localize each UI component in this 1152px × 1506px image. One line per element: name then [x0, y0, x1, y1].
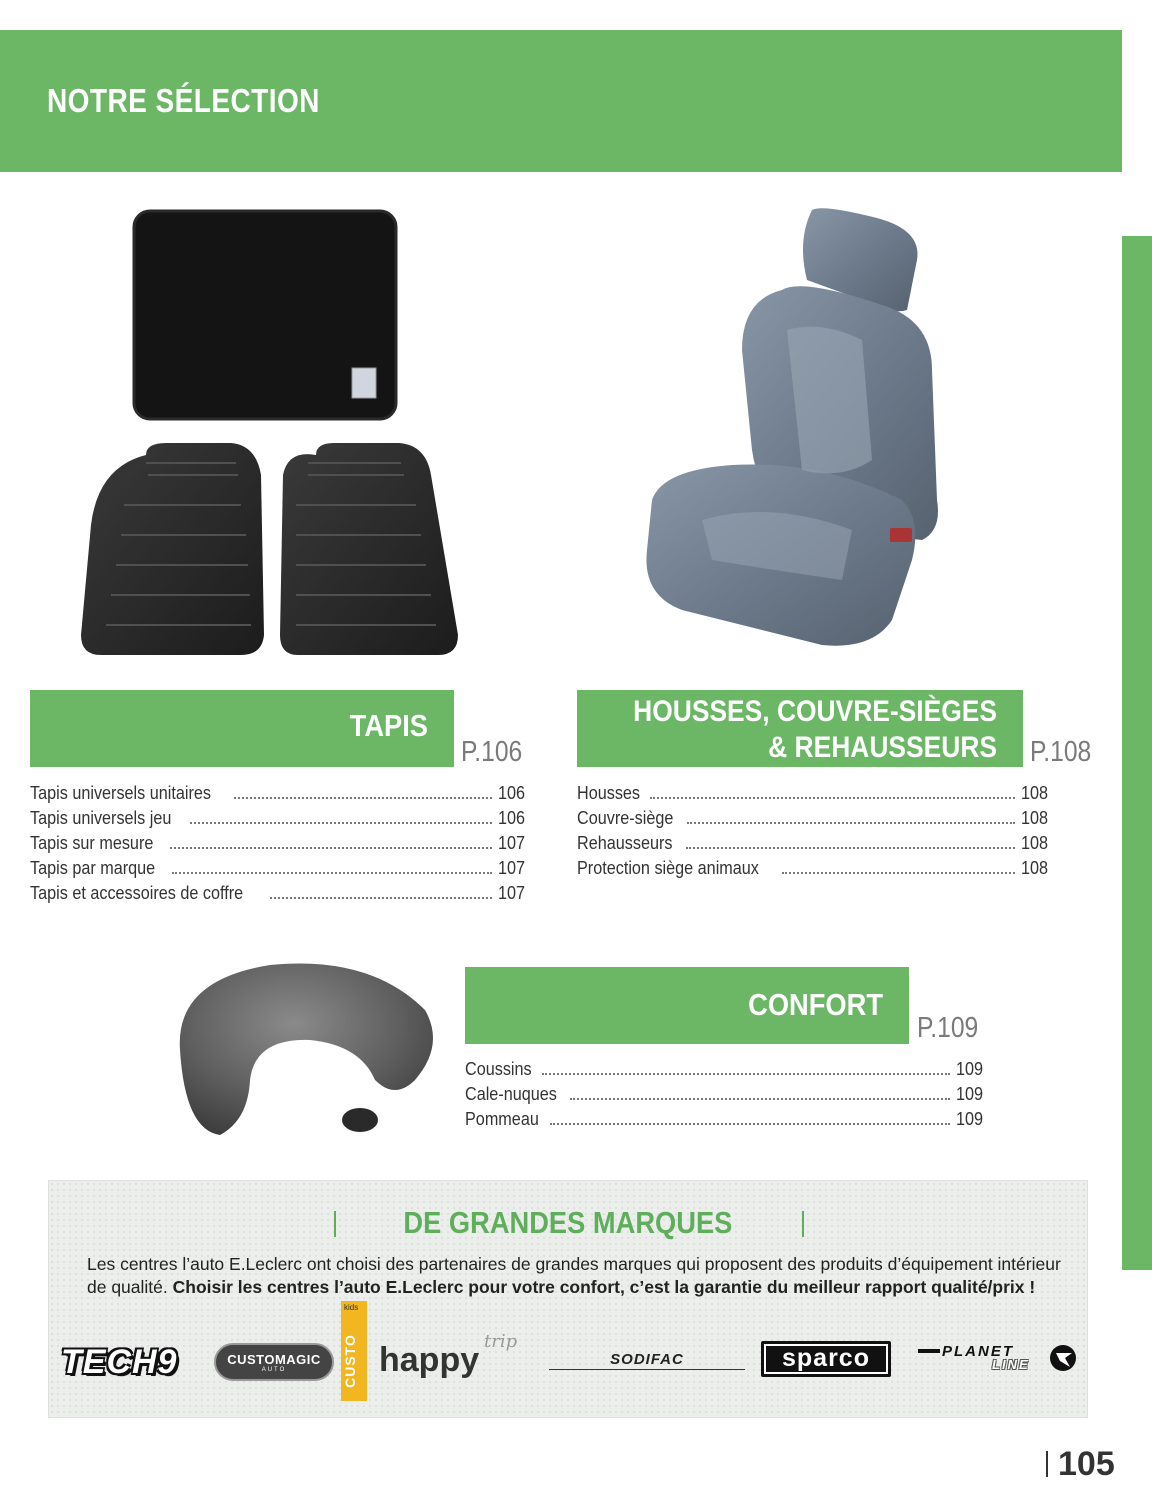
- custo-kids-logo: kids CUSTO: [341, 1301, 367, 1401]
- happy-trip-logo: happy trip: [379, 1331, 518, 1379]
- page-number: 105: [1046, 1445, 1115, 1484]
- customagic-logo: CUSTOMAGIC AUTO: [214, 1343, 334, 1381]
- page-title: NOTRE SÉLECTION: [47, 82, 320, 119]
- sparco-logo: sparco: [761, 1341, 891, 1377]
- confort-banner: [465, 967, 909, 1044]
- housses-title-line2: & REHAUSSEURS: [768, 731, 997, 764]
- heading-bar-right: [802, 1211, 804, 1237]
- seat-cover-image: [622, 200, 952, 655]
- top-banner: [0, 30, 1122, 172]
- confort-toc: [465, 1059, 983, 1134]
- brand-logos: [59, 1303, 1079, 1401]
- neck-pillow-image: [160, 950, 440, 1145]
- list-item[interactable]: Tapis et accessoires de coffre 107: [30, 883, 525, 903]
- brands-heading: [49, 1205, 1087, 1241]
- brands-description: Les centres l’auto E.Leclerc ont choisi des partenaires de grandes marques qui proposent des produits d’équipement intérieur de qualité. Choisir les centres l’auto E.Leclerc pour votre confort, c’est la garantie du meilleur rapport qualité/prix !: [87, 1254, 1061, 1297]
- housses-banner: [577, 690, 1023, 767]
- tapis-banner: [30, 690, 454, 767]
- brands-box: [48, 1180, 1088, 1418]
- confort-page-ref: P.109: [917, 1012, 979, 1044]
- list-item[interactable]: Protection siège animaux 108: [577, 858, 1048, 878]
- floor-mats-image: [76, 205, 466, 665]
- housses-title-line1: HOUSSES, COUVRE-SIÈGES: [633, 695, 997, 728]
- list-item[interactable]: Tapis sur mesure 107: [30, 833, 525, 853]
- planet-line-logo: PLANET LINE: [914, 1343, 1084, 1377]
- list-item[interactable]: Coussins 109: [465, 1059, 983, 1079]
- tapis-page-ref: P.106: [461, 736, 523, 768]
- list-item[interactable]: Rehausseurs 108: [577, 833, 1048, 853]
- list-item[interactable]: Couvre-siège 108: [577, 808, 1048, 828]
- sodifac-logo: SODIFAC: [549, 1351, 745, 1370]
- list-item[interactable]: Cale-nuques 109: [465, 1084, 983, 1104]
- heading-bar-left: [334, 1211, 336, 1237]
- list-item[interactable]: Tapis par marque 107: [30, 858, 525, 878]
- list-item[interactable]: Housses 108: [577, 783, 1048, 803]
- tapis-toc: [30, 783, 525, 908]
- list-item[interactable]: Tapis universels jeu 106: [30, 808, 525, 828]
- housses-toc: [577, 783, 1048, 883]
- confort-title: CONFORT: [748, 987, 883, 1022]
- list-item[interactable]: Pommeau 109: [465, 1109, 983, 1129]
- planet-bars: [918, 1349, 940, 1353]
- housses-page-ref: P.108: [1030, 736, 1092, 768]
- brands-heading-text: DE GRANDES MARQUES: [403, 1205, 733, 1240]
- tech9-logo: TECH9: [61, 1343, 178, 1381]
- side-strip: [1122, 236, 1152, 1270]
- planet-icon: [1048, 1343, 1078, 1373]
- list-item[interactable]: Tapis universels unitaires 106: [30, 783, 525, 803]
- tapis-title: TAPIS: [349, 708, 428, 743]
